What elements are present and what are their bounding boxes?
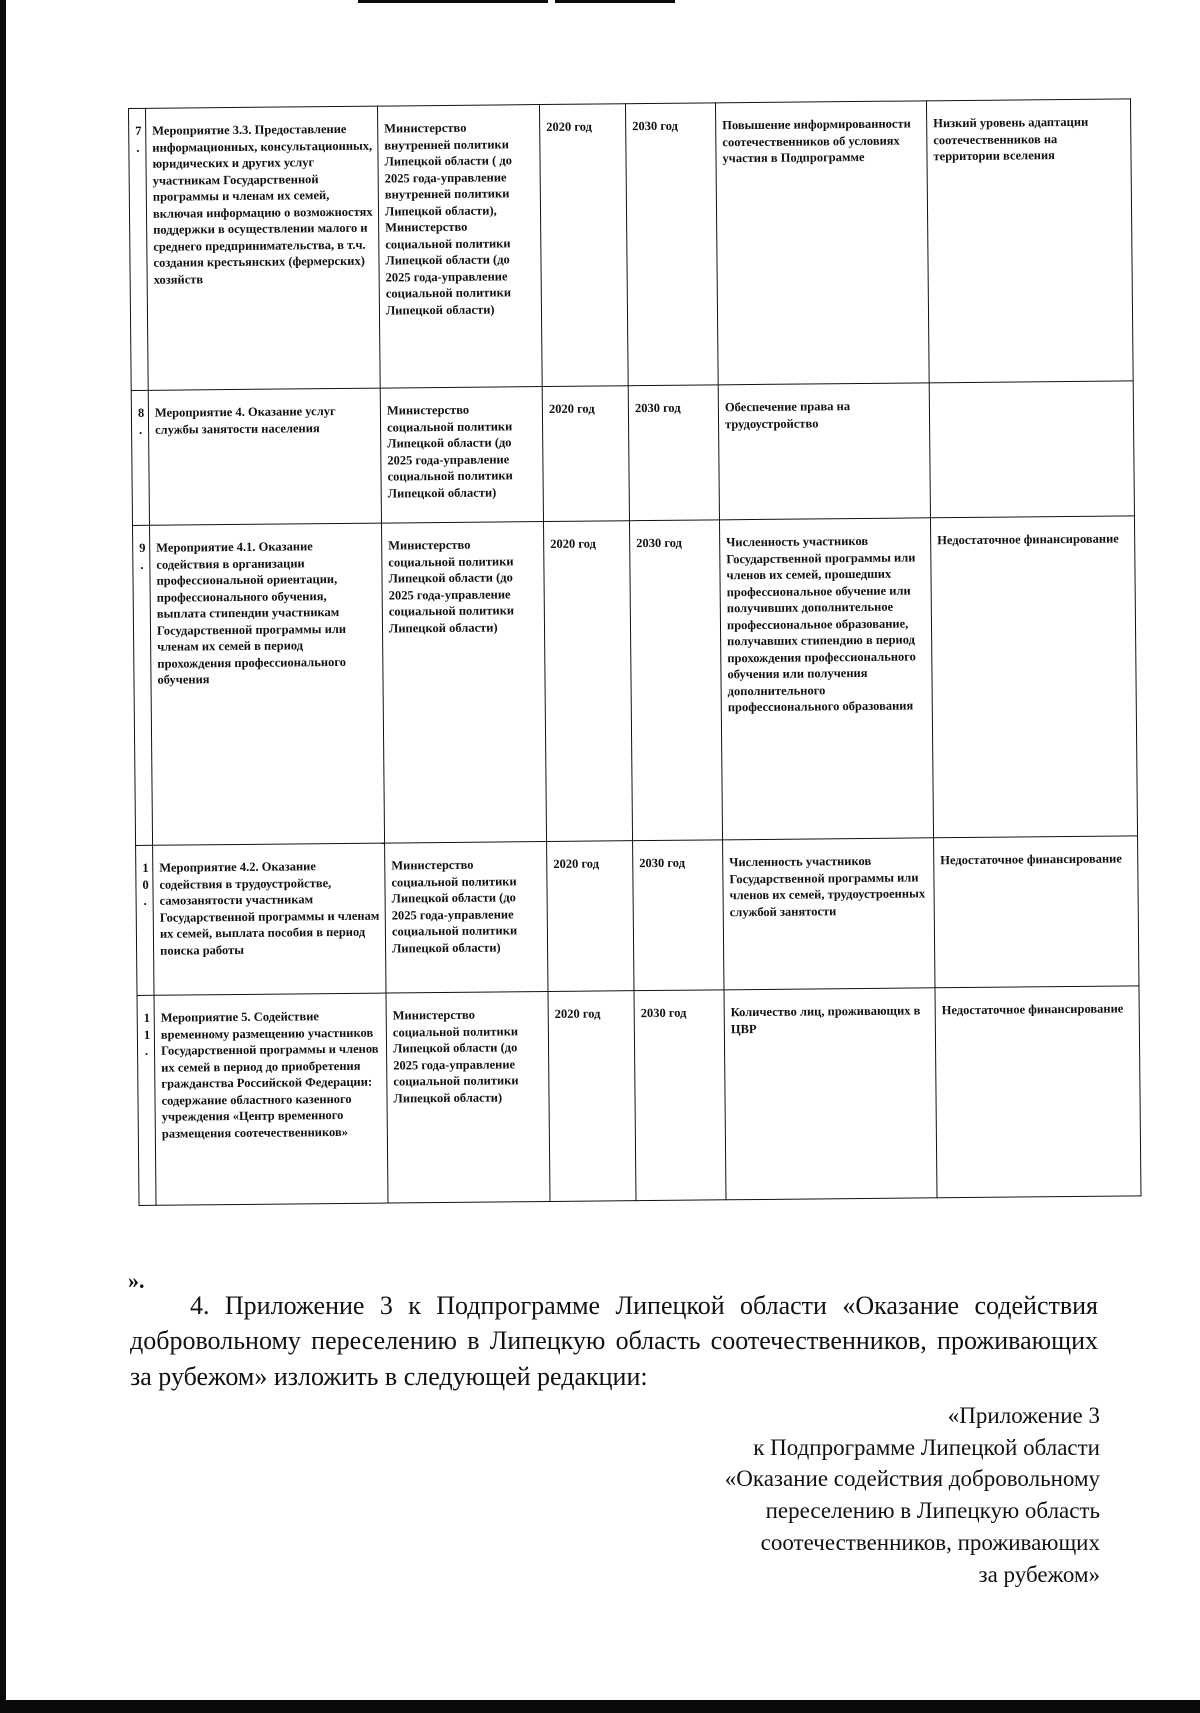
start-year-cell: 2020 год bbox=[547, 841, 634, 992]
appendix-heading-line: переселению в Липецкую область bbox=[765, 1498, 1100, 1524]
result-cell: Повышение информированности соотечественников об условиях участия в Подпрограмме bbox=[715, 101, 929, 385]
result-cell: Численность участников Государственной программы или членов их семей, прошедших профессиональное обучение или получивших дополнительное профессиональное образование, получавших стипендию в период прохождения профессионального обучения или получения дополнительного профессионального образования bbox=[719, 518, 933, 840]
risk-cell: Низкий уровень адаптации соотечественников на территории вселения bbox=[926, 99, 1133, 383]
measure-cell: Мероприятие 3.3. Предоставление информационных, консультационных, юридических и других услуг участникам Государственной программы и членам их семей, включая информацию о возможностях поддержки в осуществлении малого и среднего предпринимательства, в т.ч. создания крестьянских (фермерских) хозяйств bbox=[146, 106, 381, 390]
appendix-heading-line: «Оказание содействия добровольному bbox=[724, 1466, 1100, 1492]
risk-cell: Недостаточное финансирование bbox=[930, 516, 1137, 838]
executor-cell: Министерство внутренней политики Липецкой области ( до 2025 года-управление внутренней политики Липецкой области), Министерство социальной политики Липецкой области (до 2025 года-управление социальной политики Липецкой области) bbox=[377, 105, 542, 389]
risk-cell: Недостаточное финансирование bbox=[935, 986, 1141, 1198]
result-cell: Количество лиц, проживающих в ЦВР bbox=[724, 988, 937, 1200]
measures-table bbox=[128, 98, 1141, 1206]
closing-quote: ». bbox=[128, 1268, 145, 1293]
executor-cell: Министерство социальной политики Липецкой области (до 2025 года-управление социальной политики Липецкой области) bbox=[386, 992, 550, 1204]
row-number: 8. bbox=[131, 390, 149, 525]
scan-mark-top bbox=[358, 0, 548, 3]
appendix-heading-line: «Приложение 3 bbox=[947, 1403, 1100, 1428]
end-year-cell: 2030 год bbox=[633, 840, 724, 991]
start-year-cell: 2020 год bbox=[539, 104, 628, 387]
executor-cell: Министерство социальной политики Липецкой области (до 2025 года-управление социальной политики Липецкой области) bbox=[380, 387, 543, 524]
appendix-heading-line: к Подпрограмме Липецкой области bbox=[753, 1434, 1100, 1460]
end-year-cell: 2030 год bbox=[629, 520, 722, 841]
executor-cell: Министерство социальной политики Липецкой области (до 2025 года-управление социальной политики Липецкой области) bbox=[381, 522, 546, 844]
row-number: 10. bbox=[136, 845, 154, 995]
table-row bbox=[131, 381, 1134, 526]
measure-cell: Мероприятие 4.2. Оказание содействия в трудоустройстве, самозанятости участникам Государственной программы и членам их семей, выплата пособия в период поиска работы bbox=[153, 843, 386, 995]
measure-cell: Мероприятие 5. Содействие временному размещению участников Государственной программы и членов их семей в период до приобретения гражданства Российской Федерации: содержание областного казенного учреждения «Центр временного размещения соотечественников» bbox=[154, 993, 388, 1205]
scan-border-left bbox=[0, 0, 6, 1713]
start-year-cell: 2020 год bbox=[543, 521, 632, 842]
appendix-heading-line: за рубежом» bbox=[978, 1561, 1100, 1587]
appendix-heading-line: соотечественников, проживающих bbox=[760, 1529, 1100, 1555]
end-year-cell: 2030 год bbox=[628, 385, 719, 521]
row-number: 7. bbox=[129, 108, 149, 390]
measure-cell: Мероприятие 4. Оказание услуг службы занятости населения bbox=[148, 388, 381, 525]
table-row bbox=[133, 516, 1138, 846]
appendix-heading bbox=[600, 1400, 1100, 1590]
end-year-cell: 2030 год bbox=[634, 990, 726, 1201]
executor-cell: Министерство социальной политики Липецкой области (до 2025 года-управление социальной политики Липецкой области) bbox=[385, 842, 548, 994]
end-year-cell: 2030 год bbox=[625, 103, 718, 386]
result-cell: Обеспечение права на трудоустройство bbox=[718, 383, 930, 520]
start-year-cell: 2020 год bbox=[542, 386, 629, 522]
result-cell: Численность участников Государственной программы или членов их семей, трудоустроенных службой занятости bbox=[723, 838, 935, 990]
scan-border-bottom bbox=[0, 1700, 1200, 1713]
row-number: 11. bbox=[137, 995, 156, 1205]
risk-cell: Недостаточное финансирование bbox=[934, 836, 1139, 988]
table-row bbox=[137, 986, 1141, 1206]
amendment-paragraph: 4. Приложение 3 к Подпрограмме Липецкой области «Оказание содействия добровольному переселению в Липецкую область соотечественников, проживающих за рубежом» изложить в следующей редакции: bbox=[130, 1291, 1098, 1391]
start-year-cell: 2020 год bbox=[548, 991, 636, 1202]
scan-mark-top bbox=[555, 0, 675, 3]
table-row bbox=[136, 836, 1139, 996]
measure-cell: Мероприятие 4.1. Оказание содействия в организации профессиональной ориентации, профессионального обучения, выплата стипендии участникам Государственной программы или членам их семей в период прохождения профессионального обучения bbox=[150, 523, 385, 845]
risk-cell bbox=[929, 381, 1134, 518]
row-number: 9. bbox=[133, 525, 153, 845]
table-row bbox=[129, 99, 1134, 391]
